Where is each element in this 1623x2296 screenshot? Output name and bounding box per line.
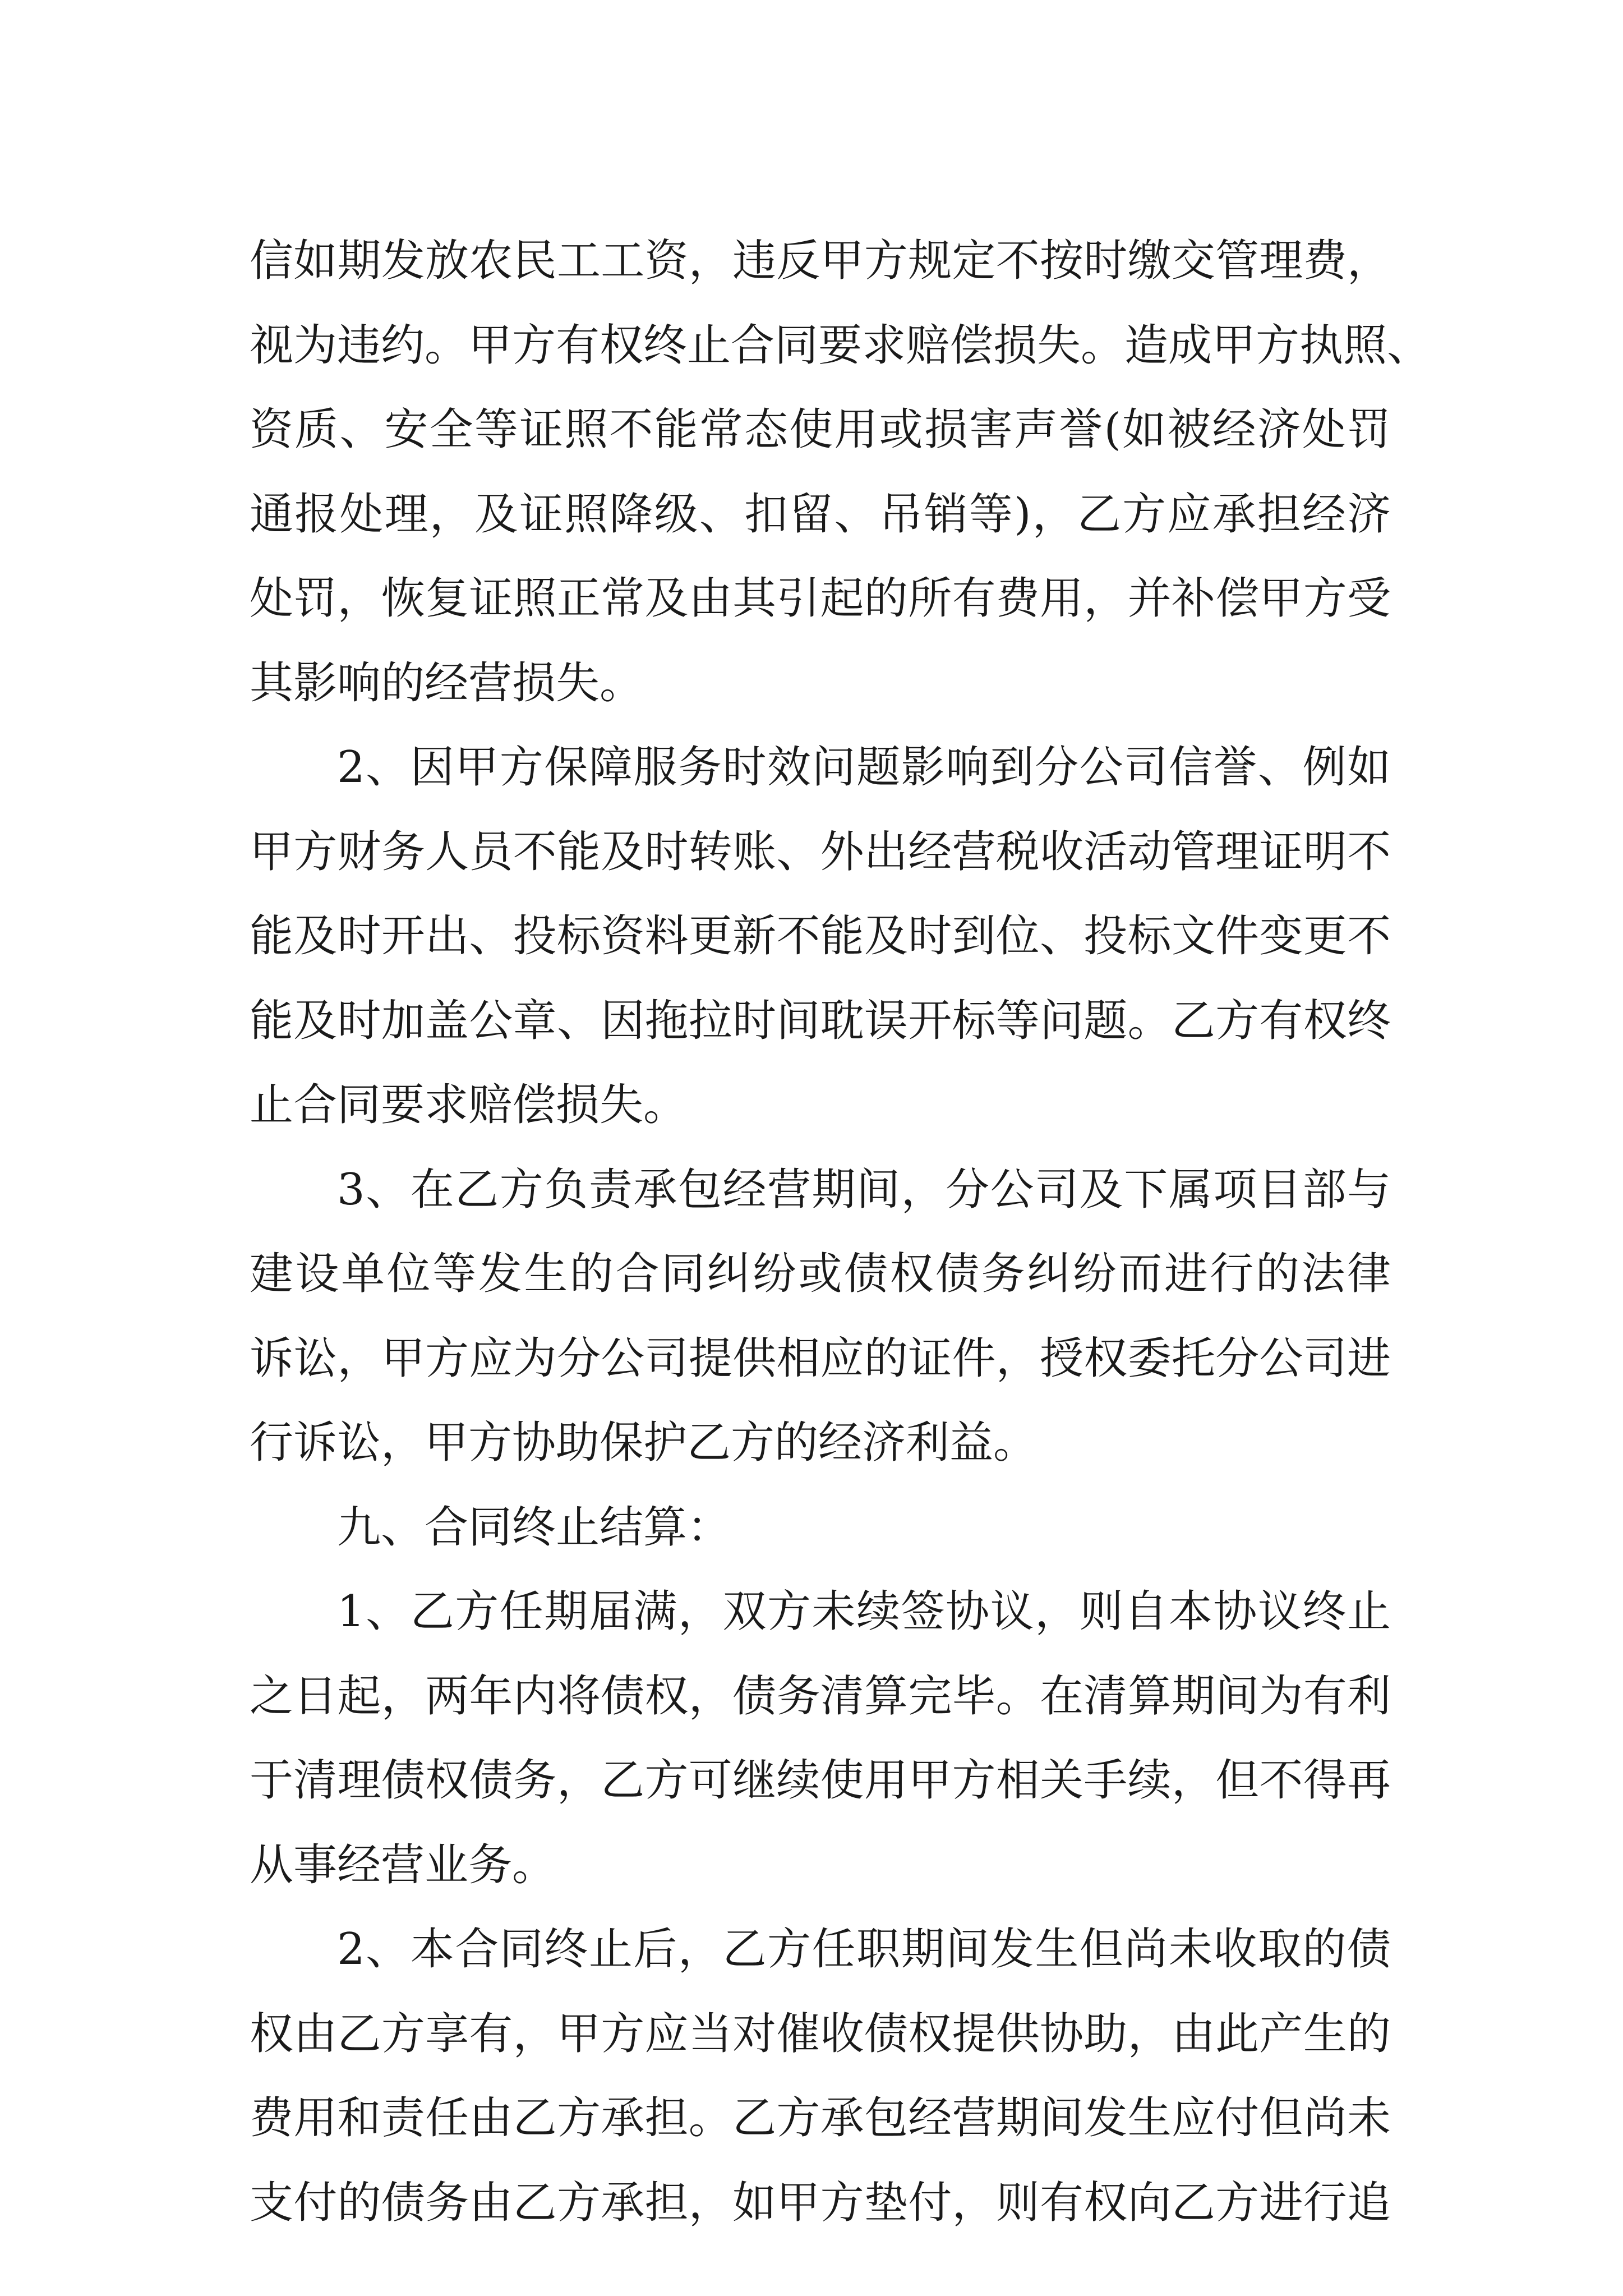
text-line: 于清理债权债务，乙方可继续使用甲方相关手续，但不得再 [250, 1755, 1391, 1806]
clause-3-start: 3、在乙方负责承包经营期间，分公司及下属项目部与 [337, 1164, 1391, 1215]
text-line: 诉讼，甲方应为分公司提供相应的证件，授权委托分公司进 [250, 1333, 1391, 1384]
text-line: 能及时开出、投标资料更新不能及时到位、投标文件变更不 [250, 911, 1391, 961]
clause-9-1-start: 1、乙方任期届满，双方未续签协议，则自本协议终止 [337, 1586, 1391, 1637]
text-line: 其影响的经营损失。 [250, 657, 644, 708]
text-line: 信如期发放农民工工资，违反甲方规定不按时缴交管理费， [250, 236, 1391, 286]
text-line: 支付的债务由乙方承担，如甲方垫付，则有权向乙方进行追 [250, 2177, 1391, 2228]
text-line: 通报处理，及证照降级、扣留、吊销等)，乙方应承担经济 [250, 489, 1391, 540]
text-line: 行诉讼，甲方协助保护乙方的经济利益。 [250, 1418, 1038, 1468]
text-line: 处罚，恢复证照正常及由其引起的所有费用，并补偿甲方受 [250, 573, 1391, 624]
text-line: 之日起，两年内将债权，债务清算完毕。在清算期间为有利 [250, 1671, 1391, 1722]
section-heading-9: 九、合同终止结算： [337, 1502, 731, 1553]
text-line: 能及时加盖公章、因拖拉时间耽误开标等问题。乙方有权终 [250, 995, 1391, 1046]
clause-9-2-start: 2、本合同终止后，乙方任职期间发生但尚未收取的债 [337, 1924, 1391, 1975]
document-body [250, 219, 1431, 2245]
clause-2-start: 2、因甲方保障服务时效问题影响到分公司信誉、例如 [337, 742, 1391, 793]
text-line: 甲方财务人员不能及时转账、外出经营税收活动管理证明不 [250, 826, 1391, 877]
text-line: 建设单位等发生的合同纠纷或债权债务纠纷而进行的法律 [250, 1249, 1391, 1299]
text-line: 权由乙方享有，甲方应当对催收债权提供协助，由此产生的 [250, 2008, 1391, 2059]
text-line: 从事经营业务。 [250, 1839, 556, 1890]
text-line: 视为违约。甲方有权终止合同要求赔偿损失。造成甲方执照、 [250, 320, 1431, 371]
text-line: 资质、安全等证照不能常态使用或损害声誉(如被经济处罚 [250, 404, 1391, 455]
text-line: 费用和责任由乙方承担。乙方承包经营期间发生应付但尚未 [250, 2093, 1391, 2143]
text-line: 止合同要求赔偿损失。 [250, 1080, 688, 1130]
